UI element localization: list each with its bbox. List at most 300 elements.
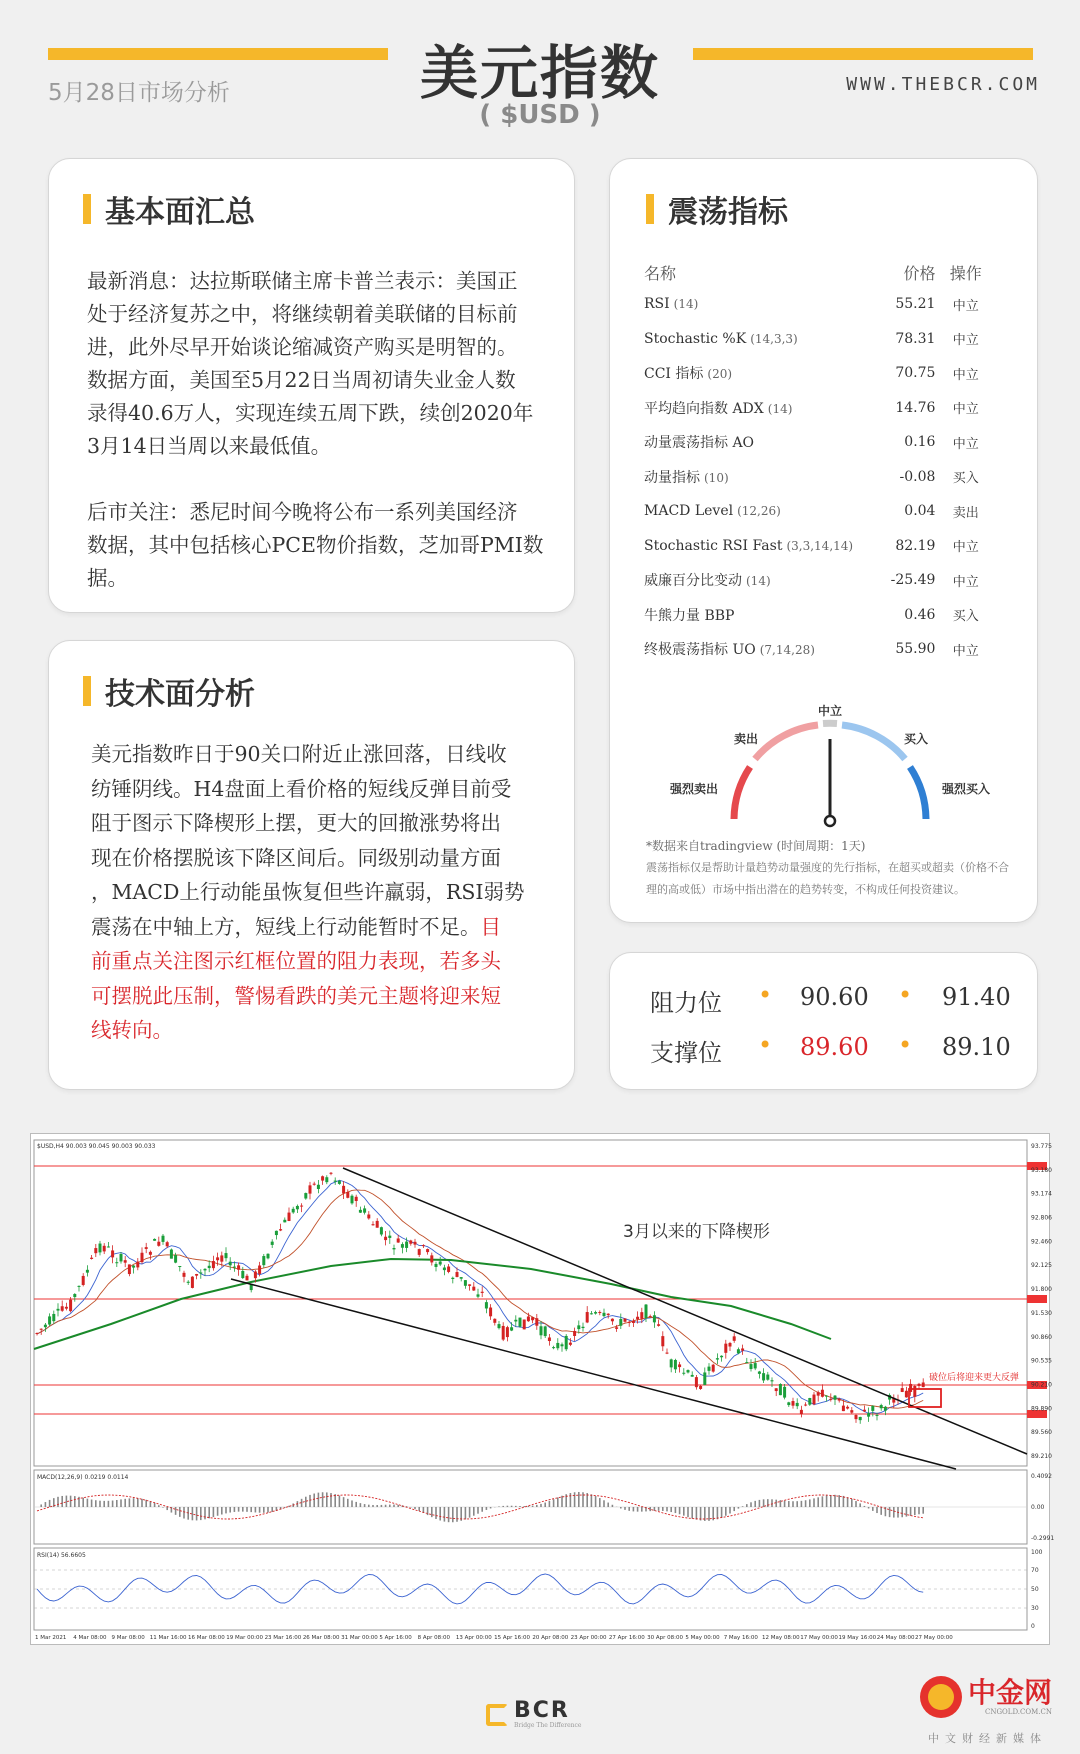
candle-body	[691, 1375, 694, 1377]
time-tick-label: 27 May 00:00	[915, 1635, 953, 1641]
candle-body	[901, 1388, 904, 1392]
tech-line-normal: 震荡在中轴上方，短线上行动能暂时不足。	[91, 914, 481, 939]
candle-body	[292, 1209, 295, 1213]
candle-body	[351, 1196, 354, 1204]
rsi-tick-label: 100	[1031, 1549, 1043, 1556]
chart-symbol-label: $USD,H4 90.003 90.045 90.003 90.033	[37, 1143, 156, 1150]
candle-body	[863, 1410, 866, 1412]
candle-body	[850, 1410, 853, 1413]
price-tick-label: 89.560	[1031, 1429, 1052, 1437]
candle-body	[666, 1353, 669, 1354]
candle-body	[397, 1238, 400, 1242]
candle-body	[346, 1192, 349, 1198]
candle-body	[489, 1308, 492, 1317]
candle-body	[590, 1313, 593, 1314]
bcr-logo-tagline: Bridge The Difference	[514, 1722, 582, 1729]
candle-body	[388, 1236, 391, 1238]
candle-body	[275, 1231, 278, 1235]
oscillator-row	[644, 425, 984, 460]
candle-body	[787, 1402, 790, 1405]
candle-body	[628, 1322, 631, 1323]
sentiment-gauge	[670, 679, 990, 849]
candle-body	[842, 1406, 845, 1411]
time-tick-label: 1 Mar 2021	[35, 1635, 67, 1641]
candle-body	[523, 1320, 526, 1330]
candle-body	[649, 1316, 652, 1317]
oscillator-value: 82.19	[895, 537, 936, 554]
bcr-logo-text: BCR	[514, 1698, 570, 1723]
fundamentals-heading	[83, 187, 255, 231]
candle-body	[430, 1255, 433, 1262]
candle-body	[401, 1244, 404, 1248]
oscillator-name	[644, 425, 883, 460]
col-price: 价格	[903, 263, 936, 283]
time-tick-label: 23 Apr 00:00	[570, 1635, 607, 1641]
candle-body	[598, 1312, 601, 1313]
candle-body	[582, 1327, 585, 1328]
candle-body	[519, 1318, 522, 1327]
price-tick-label: 93.174	[1031, 1190, 1052, 1198]
price-tick-label: 90.535	[1031, 1357, 1052, 1365]
price-tick-label: 93.775	[1031, 1143, 1052, 1150]
oscillator-row	[644, 322, 984, 357]
candle-body	[94, 1248, 97, 1253]
time-tick-label: 8 Apr 08:00	[417, 1635, 450, 1641]
oscillator-name-text: MACD Level	[644, 503, 734, 520]
gauge-buy-label: 买入	[903, 732, 929, 746]
candle-body	[838, 1399, 841, 1401]
oscillator-disclaimer-1: 震荡指标仅是帮助计量趋势动量强度的先行指标，在超买或超卖（价格不合	[646, 861, 1009, 874]
candle-body	[73, 1294, 76, 1297]
candle-body	[233, 1267, 236, 1268]
oscillator-action: 中立	[952, 402, 979, 418]
oscillator-param: (12,26)	[737, 504, 781, 519]
candle-body	[556, 1343, 559, 1348]
candle-body	[145, 1247, 148, 1249]
price-level-marker	[1027, 1295, 1047, 1303]
gauge-strong-buy-label: 强烈买入	[941, 782, 991, 796]
tech-line	[91, 910, 561, 945]
candle-body	[267, 1254, 270, 1259]
fundamentals-heading-text: 基本面汇总	[105, 195, 255, 230]
candle-body	[657, 1324, 660, 1326]
time-tick-label: 26 Mar 08:00	[302, 1635, 340, 1641]
fund-line: 数据方面，美国至5月22日当周初请失业金人数	[87, 368, 516, 392]
candle-body	[741, 1348, 744, 1350]
report-date: 5月28日市场分析	[48, 80, 230, 106]
candle-body	[745, 1362, 748, 1363]
fund-line: 录得40.6万人，实现连续五周下跌，续创2020年	[87, 401, 534, 425]
time-tick-label: 20 Apr 08:00	[532, 1635, 569, 1641]
oscillator-name-text: 动量震荡指标 AO	[644, 435, 755, 452]
gauge-strong-sell-label: 强烈卖出	[669, 782, 719, 796]
candle-body	[183, 1273, 186, 1277]
candle-body	[703, 1372, 706, 1384]
candle-body	[296, 1206, 299, 1209]
oscillator-row	[644, 460, 984, 495]
candle-body	[69, 1300, 72, 1311]
candle-body	[552, 1347, 555, 1348]
candle-body	[884, 1407, 887, 1411]
technical-card	[48, 640, 575, 1090]
bullet-icon: •	[898, 981, 913, 1009]
candle-body	[330, 1173, 333, 1174]
candle-body	[674, 1360, 677, 1369]
candle-body	[166, 1242, 169, 1246]
candle-body	[502, 1326, 505, 1340]
candle-body	[867, 1413, 870, 1416]
candle-body	[61, 1306, 64, 1311]
candle-body	[834, 1396, 837, 1400]
candle-body	[279, 1229, 282, 1230]
candle-body	[86, 1270, 89, 1273]
site-url[interactable]: WWW.THEBCR.COM	[846, 74, 1040, 95]
candle-body	[309, 1185, 312, 1193]
candle-body	[544, 1326, 547, 1336]
candle-body	[640, 1312, 643, 1319]
rsi-tick-label: 30	[1031, 1605, 1039, 1612]
candle-body	[153, 1239, 156, 1241]
candle-body	[409, 1240, 412, 1243]
resistance-2: 91.40	[942, 983, 1011, 1011]
price-tick-label: 90.210	[1031, 1381, 1052, 1389]
candle-body	[737, 1349, 740, 1353]
oscillator-name-text: Stochastic %K	[644, 330, 747, 347]
candle-body	[855, 1415, 858, 1419]
candle-body	[485, 1302, 488, 1308]
candle-body	[615, 1327, 618, 1329]
macd-tick-label: 0.4092	[1031, 1473, 1052, 1480]
time-tick-label: 13 Apr 00:00	[455, 1635, 492, 1641]
candle-body	[262, 1256, 265, 1265]
bcr-logo	[486, 1700, 581, 1730]
candle-body	[510, 1327, 513, 1330]
tech-line-highlight: 目	[480, 914, 501, 939]
fund-line: 后市关注：悉尼时间今晚将公布一系列美国经济	[87, 500, 518, 524]
candle-body	[271, 1242, 274, 1245]
oscillator-name-text: 平均趋向指数 ADX	[644, 400, 764, 417]
time-tick-label: 15 Apr 16:00	[494, 1635, 531, 1641]
candle-body	[216, 1257, 219, 1260]
candle-body	[682, 1373, 685, 1374]
candle-body	[619, 1319, 622, 1326]
candle-body	[225, 1253, 228, 1258]
candle-body	[44, 1325, 47, 1328]
oscillator-row	[644, 529, 984, 564]
support-1: 89.60	[800, 1033, 869, 1061]
candle-body	[447, 1266, 450, 1271]
candle-body	[204, 1269, 207, 1270]
price-tick-label: 93.180	[1031, 1166, 1052, 1174]
oscillator-value: 55.21	[895, 296, 936, 313]
oscillator-name-text: 牛熊力量 BBP	[644, 607, 735, 624]
oscillator-value: 0.46	[904, 606, 936, 623]
tech-line-highlight: 可摆脱此压制，警惕看跌的美元主题将迎来短	[91, 983, 501, 1008]
candle-body	[103, 1246, 106, 1252]
price-tick-label: 91.530	[1031, 1309, 1052, 1317]
oscillator-param: (10)	[704, 470, 729, 485]
page-subtitle: ( $USD )	[479, 100, 601, 130]
oscillator-param: (7,14,28)	[759, 643, 815, 658]
candle-body	[611, 1319, 614, 1322]
candle-body	[766, 1375, 769, 1380]
oscillator-action: 买入	[952, 609, 979, 625]
candle-body	[775, 1388, 778, 1391]
candle-body	[813, 1395, 816, 1405]
cngold-subtitle: 中文财经新媒体	[928, 1732, 1047, 1745]
candle-body	[443, 1268, 446, 1271]
candle-body	[115, 1262, 118, 1263]
candle-body	[313, 1184, 316, 1185]
candle-body	[922, 1382, 925, 1387]
time-tick-label: 5 Apr 16:00	[379, 1635, 412, 1641]
candle-body	[241, 1271, 244, 1278]
rsi-tick-label: 0	[1031, 1623, 1035, 1630]
cngold-logo-icon	[920, 1676, 962, 1718]
time-tick-label: 4 Mar 08:00	[73, 1635, 107, 1641]
candle-body	[456, 1272, 459, 1277]
candle-body	[48, 1316, 51, 1324]
candle-body	[162, 1236, 165, 1242]
oscillator-name	[644, 287, 883, 322]
price-tick-label: 92.460	[1031, 1238, 1052, 1246]
tech-line-highlight: 前重点关注图示红框位置的阻力表现，若多头	[91, 949, 501, 973]
oscillator-action: 卖出	[952, 505, 979, 521]
macd-tick-label: -0.2991	[1031, 1535, 1055, 1542]
source-note: *数据来自tradingview (时间周期：1天)	[646, 839, 866, 853]
oscillator-name-text: 威廉百分比变动	[644, 573, 742, 590]
time-tick-label: 17 May 00:00	[800, 1635, 838, 1641]
bullet-icon: •	[758, 1031, 773, 1059]
candle-body	[338, 1181, 341, 1184]
rsi-tick-label: 70	[1031, 1567, 1039, 1574]
candle-body	[111, 1250, 114, 1257]
candle-body	[191, 1277, 194, 1288]
candle-body	[603, 1313, 606, 1316]
technical-text	[91, 737, 561, 1048]
candle-body	[477, 1294, 480, 1296]
oscillators-heading	[646, 187, 788, 231]
time-tick-label: 27 Apr 16:00	[608, 1635, 645, 1641]
candle-body	[846, 1407, 849, 1409]
candle-body	[107, 1246, 110, 1247]
oscillator-action: 中立	[952, 574, 979, 590]
candle-body	[178, 1266, 181, 1267]
oscillator-param: (14)	[767, 401, 793, 416]
resistance-label: 阻力位	[650, 989, 722, 1017]
time-tick-label: 5 May 00:00	[685, 1635, 720, 1641]
oscillator-value: 0.04	[904, 503, 936, 520]
support-label: 支撑位	[650, 1039, 722, 1067]
price-tick-label: 92.125	[1031, 1262, 1052, 1270]
candle-body	[586, 1312, 589, 1322]
candle-body	[157, 1242, 160, 1246]
candle-body	[758, 1372, 761, 1374]
tech-line: 阻于图示下降楔形上摆，更大的回撤涨势将出	[91, 811, 501, 835]
candle-body	[141, 1253, 144, 1262]
time-tick-label: 11 Mar 16:00	[149, 1635, 187, 1641]
oscillators-card	[609, 158, 1038, 923]
candle-body	[880, 1405, 883, 1408]
fund-line: 数据，其中包括核心PCE物价指数，芝加哥PMI数	[87, 533, 544, 557]
candle-body	[355, 1197, 358, 1201]
macd-label: MACD(12,26,9) 0.0219 0.0114	[37, 1474, 129, 1481]
candle-body	[913, 1386, 916, 1397]
candle-body	[435, 1264, 438, 1267]
candle-body	[120, 1254, 123, 1261]
candle-body	[783, 1387, 786, 1398]
col-action: 操作	[949, 263, 982, 283]
candle-body	[52, 1314, 55, 1321]
oscillator-action: 中立	[952, 643, 979, 659]
candle-body	[325, 1177, 328, 1182]
fund-line: 进，此外尽早开始谈论缩减资产购买是明智的。	[87, 335, 518, 359]
candle-body	[687, 1370, 690, 1372]
time-tick-label: 16 Mar 08:00	[188, 1635, 225, 1641]
time-tick-label: 30 Apr 08:00	[647, 1635, 684, 1641]
rsi-tick-label: 50	[1031, 1586, 1039, 1593]
fundamentals-text	[87, 265, 557, 595]
time-tick-label: 31 Mar 00:00	[341, 1635, 378, 1641]
resistance-1: 90.60	[800, 983, 869, 1011]
candle-body	[36, 1333, 39, 1334]
price-tick-label: 91.800	[1031, 1286, 1052, 1294]
candle-body	[771, 1380, 774, 1381]
oscillator-value: 70.75	[895, 365, 936, 382]
candle-body	[645, 1305, 648, 1319]
gauge-sell-arc	[755, 725, 818, 759]
candle-body	[712, 1365, 715, 1372]
candle-body	[653, 1315, 656, 1322]
oscillator-name	[644, 322, 883, 357]
oscillator-disclaimer-2: 理的高或低）市场中指出潜在的趋势转变，不构成任何投资建议。	[646, 883, 965, 896]
candle-body	[708, 1367, 711, 1371]
candle-body	[678, 1364, 681, 1367]
oscillator-rows	[644, 287, 984, 667]
oscillator-param: (14,3,3)	[750, 331, 798, 346]
candle-body	[288, 1213, 291, 1221]
oscillator-action: 买入	[952, 471, 979, 487]
oscillator-name-text: Stochastic RSI Fast	[644, 537, 783, 554]
candle-body	[573, 1331, 576, 1336]
candle-body	[363, 1208, 366, 1212]
candle-body	[506, 1327, 509, 1337]
candle-body	[514, 1320, 517, 1322]
candle-body	[439, 1262, 442, 1265]
candle-body	[99, 1244, 102, 1253]
time-tick-label: 19 May 16:00	[838, 1635, 877, 1641]
oscillator-name	[644, 529, 883, 564]
candle-body	[750, 1364, 753, 1369]
candle-body	[321, 1176, 324, 1180]
candle-body	[636, 1317, 639, 1319]
breakout-label: 破位后将迎来更大反弹	[929, 1373, 1020, 1383]
heading-marker-icon	[646, 194, 654, 224]
candle-body	[317, 1185, 320, 1189]
candle-body	[535, 1318, 538, 1325]
candle-body	[78, 1286, 81, 1287]
tech-line-highlight: 线转向。	[91, 1018, 173, 1042]
cngold-watermark	[920, 1676, 1052, 1718]
candle-body	[334, 1181, 337, 1182]
candle-body	[40, 1329, 43, 1330]
oscillator-name	[644, 460, 883, 495]
oscillator-row	[644, 632, 984, 667]
oscillator-name-text: CCI 指标	[644, 366, 704, 383]
candle-body	[695, 1377, 698, 1387]
candle-body	[876, 1415, 879, 1416]
candle-body	[825, 1396, 828, 1397]
oscillator-name-text: 动量指标	[644, 469, 700, 486]
candle-body	[871, 1406, 874, 1411]
time-tick-label: 9 Mar 08:00	[111, 1635, 145, 1641]
candle-body	[128, 1264, 131, 1274]
candle-body	[199, 1272, 202, 1273]
heading-marker-icon	[83, 194, 91, 224]
rsi-label: RSI(14) 56.6605	[37, 1552, 86, 1559]
price-tick-label: 89.210	[1031, 1453, 1052, 1460]
time-axis	[35, 1635, 953, 1641]
candle-body	[762, 1373, 765, 1380]
oscillator-row	[644, 287, 984, 322]
candle-body	[174, 1255, 177, 1263]
candle-body	[661, 1336, 664, 1346]
oscillator-value: 55.90	[895, 641, 936, 658]
support-2: 89.10	[942, 1033, 1011, 1061]
candle-body	[716, 1358, 719, 1359]
candle-body	[498, 1324, 501, 1328]
oscillator-table	[644, 257, 984, 667]
price-tick-label: 89.890	[1031, 1405, 1052, 1413]
candle-body	[607, 1314, 610, 1315]
gauge-neutral-label: 中立	[817, 704, 843, 718]
time-tick-label: 19 Mar 00:00	[226, 1635, 264, 1641]
oscillator-name	[644, 356, 883, 391]
candle-body	[540, 1326, 543, 1335]
oscillator-action: 中立	[952, 333, 979, 349]
candle-body	[208, 1266, 211, 1268]
time-tick-label: 23 Mar 16:00	[264, 1635, 302, 1641]
candle-body	[817, 1392, 820, 1395]
candle-body	[451, 1278, 454, 1279]
time-tick-label: 12 May 08:00	[761, 1635, 800, 1641]
oscillator-action: 中立	[952, 540, 979, 556]
oscillator-name	[644, 563, 883, 598]
candle-body	[136, 1262, 139, 1268]
bcr-logo-icon	[486, 1704, 508, 1726]
technical-heading-text: 技术面分析	[105, 677, 255, 712]
candle-body	[808, 1398, 811, 1405]
candle-body	[531, 1317, 534, 1320]
price-chart	[30, 1133, 1055, 1645]
candle-body	[724, 1344, 727, 1353]
tech-line: 美元指数昨日于90关口附近止涨回落，日线收	[91, 742, 507, 766]
macd-tick-label: 0.00	[1031, 1504, 1045, 1511]
candle-body	[527, 1316, 530, 1321]
oscillator-value: -0.08	[899, 468, 936, 485]
candle-body	[481, 1292, 484, 1293]
heading-marker-icon	[83, 676, 91, 706]
candle-body	[699, 1386, 702, 1389]
candle-body	[829, 1399, 832, 1400]
candle-body	[414, 1242, 417, 1245]
oscillator-name	[644, 494, 883, 529]
candle-body	[733, 1336, 736, 1340]
candle-body	[632, 1321, 635, 1323]
tech-line: 现在价格摆脱该下降区间后。同级别动量方面	[91, 845, 501, 870]
candle-body	[577, 1325, 580, 1329]
candle-body	[57, 1309, 60, 1311]
